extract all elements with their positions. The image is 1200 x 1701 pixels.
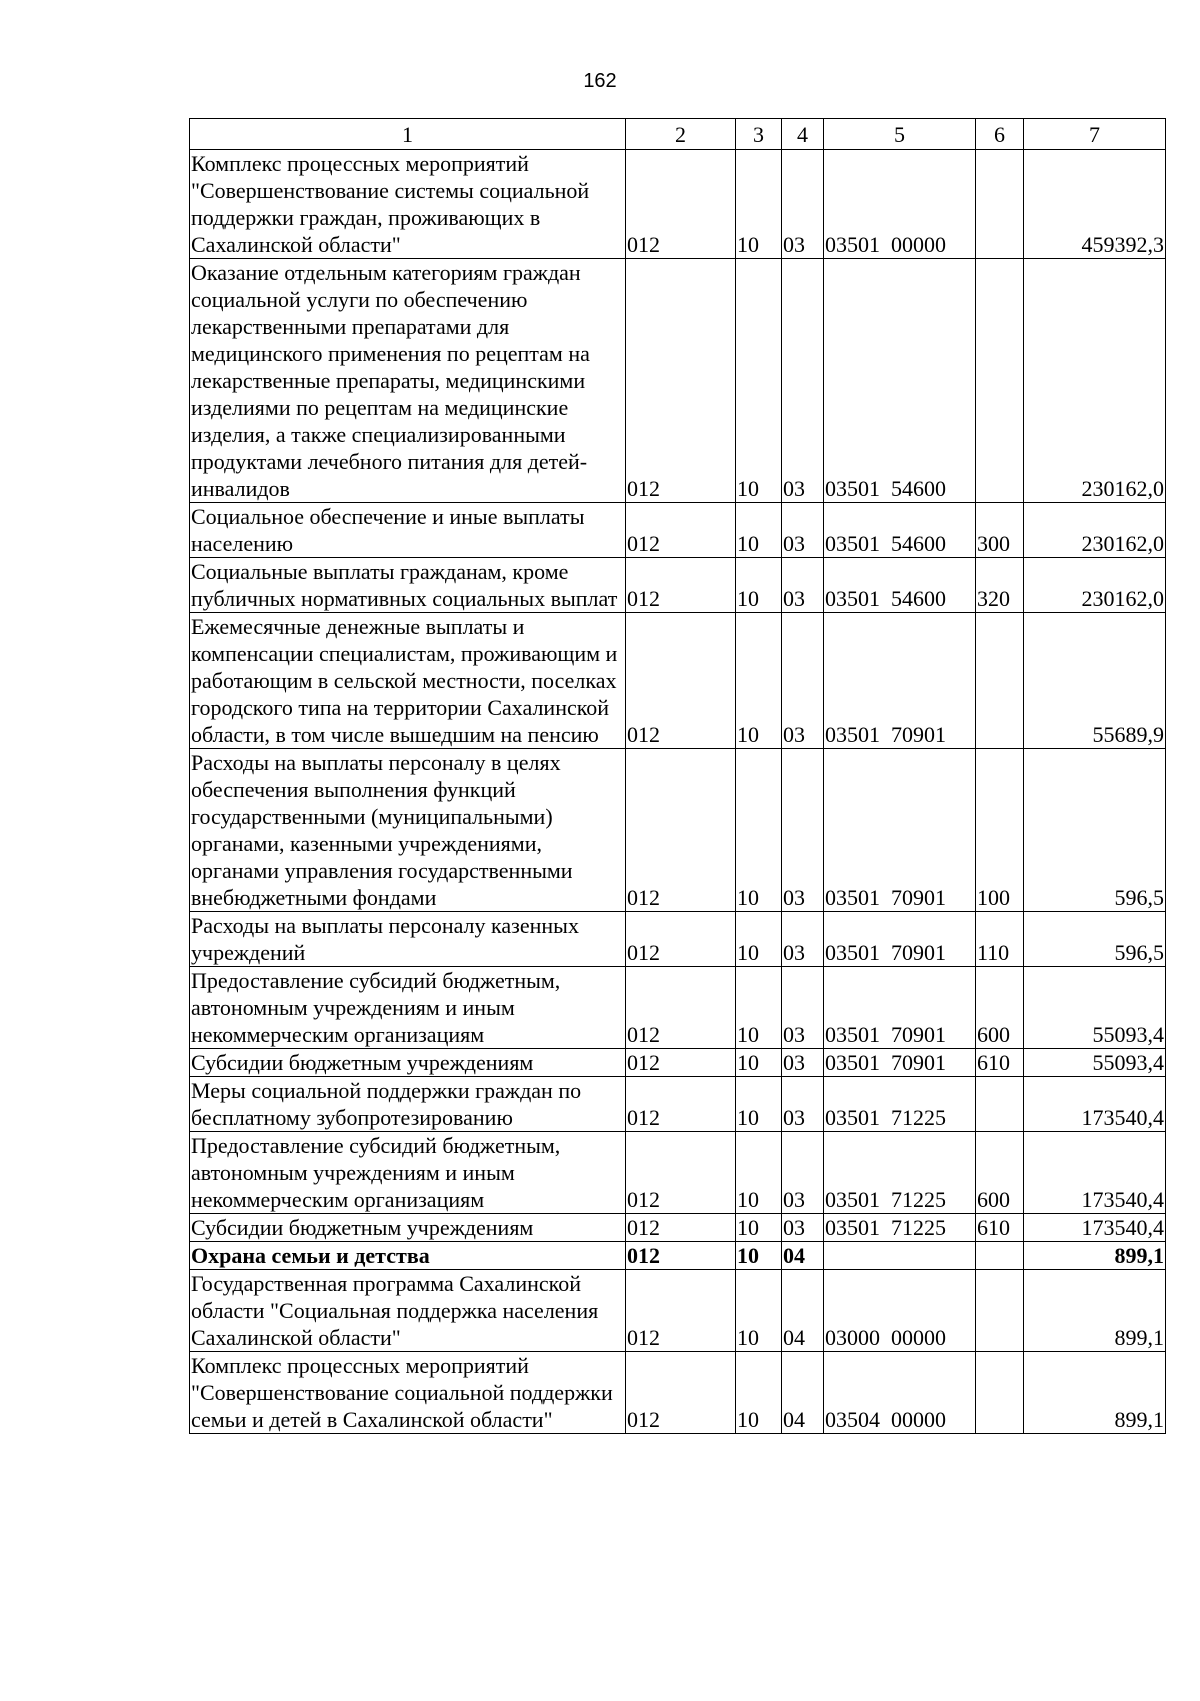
header-col-7: 7 [1024, 119, 1166, 150]
row-expense-type [976, 1242, 1024, 1270]
row-section-code: 10 [736, 150, 782, 259]
header-col-1: 1 [190, 119, 626, 150]
row-name: Предоставление субсидий бюджетным, автономным учреждениям и иным некоммерческим организациям [190, 967, 626, 1049]
row-name: Оказание отдельным категориям граждан социальной услуги по обеспечению лекарственными препаратами для медицинского применения по рецептам на лекарственные препараты, медицинскими изделиями по рецептам на медицинские изделия, а также специализированными продуктами лечебного питания для детей-инвалидов [190, 259, 626, 503]
row-section-code: 10 [736, 503, 782, 558]
row-subsection-code: 04 [782, 1352, 824, 1434]
row-section-code: 10 [736, 259, 782, 503]
header-col-4: 4 [782, 119, 824, 150]
row-name: Комплекс процессных мероприятий "Совершенствование социальной поддержки семьи и детей в Сахалинской области" [190, 1352, 626, 1434]
table-row [190, 1049, 1166, 1077]
row-expense-type [976, 1270, 1024, 1352]
row-subsection-code: 03 [782, 150, 824, 259]
row-target-article: 03501 54600 [824, 259, 976, 503]
row-expense-type [976, 1077, 1024, 1132]
row-section-code: 10 [736, 1352, 782, 1434]
header-col-5: 5 [824, 119, 976, 150]
row-ved-code: 012 [626, 967, 736, 1049]
row-amount: 55093,4 [1024, 967, 1166, 1049]
row-subsection-code: 03 [782, 503, 824, 558]
row-expense-type: 610 [976, 1049, 1024, 1077]
row-name: Государственная программа Сахалинской области "Социальная поддержка населения Сахалинской области" [190, 1270, 626, 1352]
row-subsection-code: 03 [782, 1214, 824, 1242]
row-ved-code: 012 [626, 1077, 736, 1132]
table-row [190, 1242, 1166, 1270]
row-expense-type: 320 [976, 558, 1024, 613]
page-number: 162 [583, 70, 617, 92]
row-target-article: 03501 71225 [824, 1132, 976, 1214]
header-col-6: 6 [976, 119, 1024, 150]
row-amount: 173540,4 [1024, 1132, 1166, 1214]
row-ved-code: 012 [626, 1049, 736, 1077]
row-subsection-code: 03 [782, 259, 824, 503]
row-ved-code: 012 [626, 613, 736, 749]
row-expense-type: 100 [976, 749, 1024, 912]
row-target-article: 03501 71225 [824, 1214, 976, 1242]
row-ved-code: 012 [626, 150, 736, 259]
table-row [190, 503, 1166, 558]
row-section-code: 10 [736, 967, 782, 1049]
table-row [190, 912, 1166, 967]
row-subsection-code: 03 [782, 1049, 824, 1077]
row-name: Субсидии бюджетным учреждениям [190, 1214, 626, 1242]
row-subsection-code: 03 [782, 613, 824, 749]
row-section-code: 10 [736, 558, 782, 613]
row-name: Предоставление субсидий бюджетным, автономным учреждениям и иным некоммерческим организациям [190, 1132, 626, 1214]
table-row [190, 1077, 1166, 1132]
row-expense-type [976, 150, 1024, 259]
row-ved-code: 012 [626, 503, 736, 558]
row-name: Социальное обеспечение и иные выплаты населению [190, 503, 626, 558]
row-ved-code: 012 [626, 1270, 736, 1352]
row-target-article: 03501 00000 [824, 150, 976, 259]
row-section-code: 10 [736, 613, 782, 749]
row-target-article: 03501 70901 [824, 967, 976, 1049]
row-section-code: 10 [736, 1270, 782, 1352]
row-section-code: 10 [736, 1132, 782, 1214]
table-row [190, 1270, 1166, 1352]
table-row [190, 749, 1166, 912]
row-amount: 55093,4 [1024, 1049, 1166, 1077]
header-row [190, 119, 1166, 150]
row-amount: 596,5 [1024, 912, 1166, 967]
row-target-article: 03501 70901 [824, 1049, 976, 1077]
row-subsection-code: 04 [782, 1242, 824, 1270]
row-name: Охрана семьи и детства [190, 1242, 626, 1270]
row-name: Комплекс процессных мероприятий "Совершенствование системы социальной поддержки граждан, проживающих в Сахалинской области" [190, 150, 626, 259]
row-ved-code: 012 [626, 1214, 736, 1242]
header-col-3: 3 [736, 119, 782, 150]
row-ved-code: 012 [626, 558, 736, 613]
row-amount: 55689,9 [1024, 613, 1166, 749]
row-expense-type: 110 [976, 912, 1024, 967]
row-expense-type [976, 259, 1024, 503]
row-section-code: 10 [736, 749, 782, 912]
row-amount: 230162,0 [1024, 558, 1166, 613]
row-expense-type: 300 [976, 503, 1024, 558]
table-row [190, 967, 1166, 1049]
row-amount: 230162,0 [1024, 259, 1166, 503]
row-amount: 899,1 [1024, 1270, 1166, 1352]
row-ved-code: 012 [626, 1242, 736, 1270]
row-expense-type: 600 [976, 967, 1024, 1049]
table-row [190, 150, 1166, 259]
row-target-article: 03501 70901 [824, 912, 976, 967]
row-target-article: 03501 70901 [824, 613, 976, 749]
row-amount: 899,1 [1024, 1352, 1166, 1434]
table-row [190, 1214, 1166, 1242]
table-row [190, 558, 1166, 613]
table-row [190, 1132, 1166, 1214]
row-expense-type: 610 [976, 1214, 1024, 1242]
row-subsection-code: 03 [782, 967, 824, 1049]
row-expense-type [976, 1352, 1024, 1434]
header-col-2: 2 [626, 119, 736, 150]
row-ved-code: 012 [626, 912, 736, 967]
row-expense-type: 600 [976, 1132, 1024, 1214]
row-section-code: 10 [736, 1214, 782, 1242]
row-target-article [824, 1242, 976, 1270]
row-ved-code: 012 [626, 1132, 736, 1214]
row-target-article: 03501 54600 [824, 503, 976, 558]
row-subsection-code: 03 [782, 1132, 824, 1214]
row-section-code: 10 [736, 1242, 782, 1270]
row-amount: 899,1 [1024, 1242, 1166, 1270]
row-target-article: 03501 71225 [824, 1077, 976, 1132]
row-name: Социальные выплаты гражданам, кроме публичных нормативных социальных выплат [190, 558, 626, 613]
table-body [190, 150, 1166, 1434]
row-section-code: 10 [736, 912, 782, 967]
table-row [190, 613, 1166, 749]
row-name: Ежемесячные денежные выплаты и компенсации специалистам, проживающим и работающим в сельской местности, поселках городского типа на территории Сахалинской области, в том числе вышедшим на пенсию [190, 613, 626, 749]
row-amount: 173540,4 [1024, 1214, 1166, 1242]
row-target-article: 03000 00000 [824, 1270, 976, 1352]
row-amount: 230162,0 [1024, 503, 1166, 558]
row-name: Субсидии бюджетным учреждениям [190, 1049, 626, 1077]
row-target-article: 03501 54600 [824, 558, 976, 613]
table-row [190, 1352, 1166, 1434]
row-section-code: 10 [736, 1049, 782, 1077]
row-target-article: 03504 00000 [824, 1352, 976, 1434]
budget-table [189, 118, 1166, 1434]
row-name: Меры социальной поддержки граждан по бесплатному зубопротезированию [190, 1077, 626, 1132]
row-ved-code: 012 [626, 1352, 736, 1434]
row-name: Расходы на выплаты персоналу в целях обеспечения выполнения функций государственными (муниципальными) органами, казенными учреждениями, органами управления государственными внебюджетными фондами [190, 749, 626, 912]
row-target-article: 03501 70901 [824, 749, 976, 912]
row-ved-code: 012 [626, 259, 736, 503]
row-name: Расходы на выплаты персоналу казенных учреждений [190, 912, 626, 967]
row-subsection-code: 03 [782, 1077, 824, 1132]
row-ved-code: 012 [626, 749, 736, 912]
row-amount: 459392,3 [1024, 150, 1166, 259]
table-row [190, 259, 1166, 503]
row-amount: 596,5 [1024, 749, 1166, 912]
row-subsection-code: 03 [782, 749, 824, 912]
row-expense-type [976, 613, 1024, 749]
row-amount: 173540,4 [1024, 1077, 1166, 1132]
row-section-code: 10 [736, 1077, 782, 1132]
row-subsection-code: 03 [782, 912, 824, 967]
row-subsection-code: 03 [782, 558, 824, 613]
row-subsection-code: 04 [782, 1270, 824, 1352]
